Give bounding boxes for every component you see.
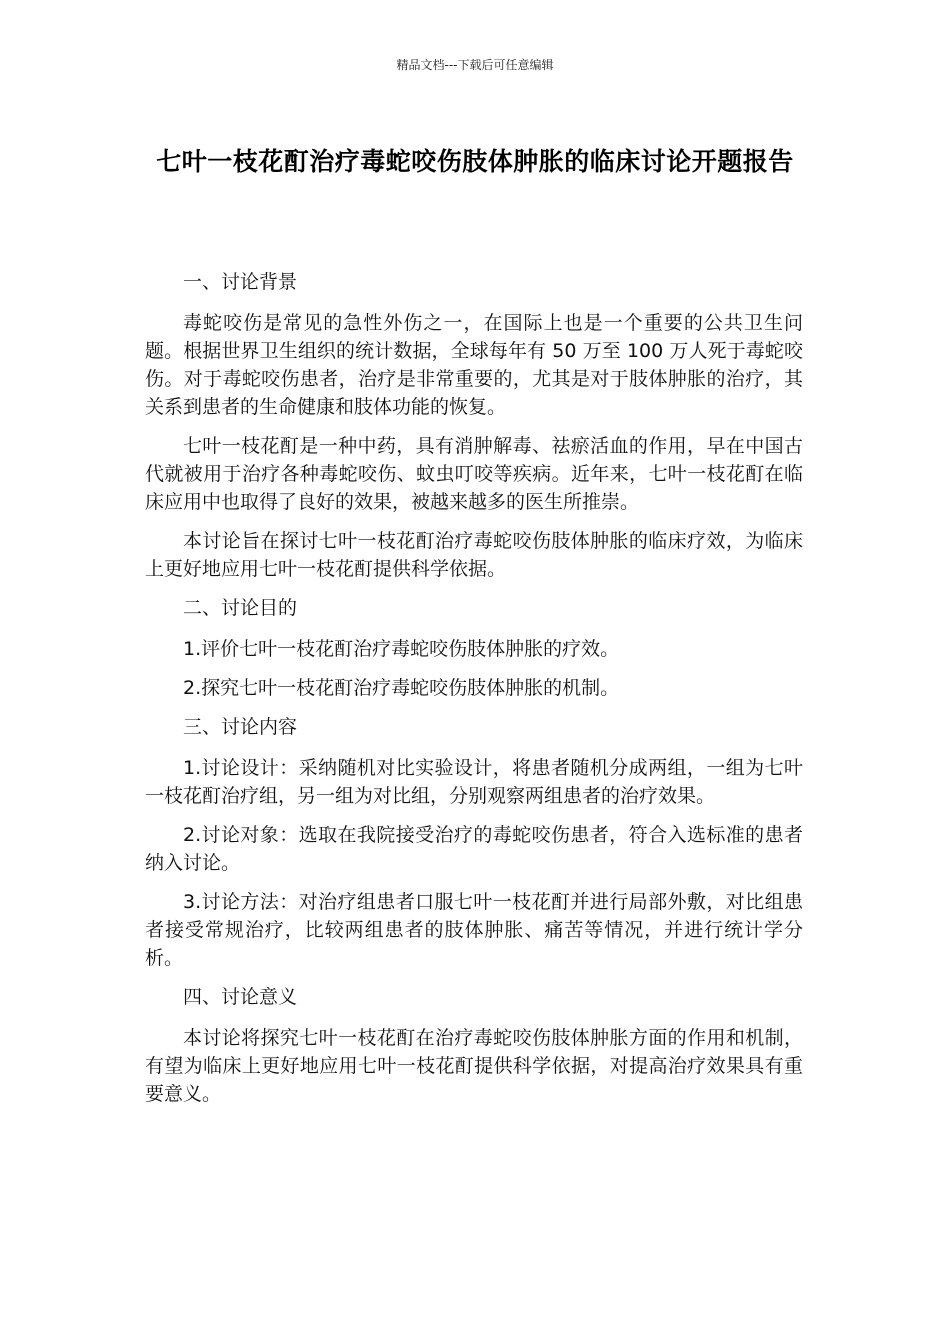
document-title: 七叶一枝花酊治疗毒蛇咬伤肢体肿胀的临床讨论开题报告 [156, 147, 794, 176]
section-heading-purpose: 二、讨论目的 [183, 597, 298, 619]
paragraph: 本讨论将探究七叶一枝花酊在治疗毒蛇咬伤肢体肿胀方面的作用和机制，有望为临床上更好地应用七叶一枝花酊提供科学依据，对提高治疗效果具有重要意义。 [145, 1027, 803, 1105]
list-item: 2.探究七叶一枝花酊治疗毒蛇咬伤肢体肿胀的机制。 [183, 677, 620, 699]
document-body [145, 268, 803, 1119]
paragraph: 1.讨论设计：采纳随机对比实验设计，将患者随机分成两组，一组为七叶一枝花酊治疗组，另一组为对比组，分别观察两组患者的治疗效果。 [145, 757, 803, 807]
section-heading-background: 一、讨论背景 [183, 271, 298, 293]
paragraph: 七叶一枝花酊是一种中药，具有消肿解毒、祛瘀活血的作用，早在中国古代就被用于治疗各种毒蛇咬伤、蚊虫叮咬等疾病。近年来，七叶一枝花酊在临床应用中也取得了良好的效果，被越来越多的医生所推崇。 [145, 435, 803, 513]
section-heading-content: 三、讨论内容 [183, 716, 298, 738]
paragraph: 毒蛇咬伤是常见的急性外伤之一，在国际上也是一个重要的公共卫生问题。根据世界卫生组织的统计数据，全球每年有 50 万至 100 万人死于毒蛇咬伤。对于毒蛇咬伤患者，治疗是非常重要的，尤其是对于肢体肿胀的治疗，其关系到患者的生命健康和肢体功能的恢复。 [145, 312, 803, 418]
list-item: 1.评价七叶一枝花酊治疗毒蛇咬伤肢体肿胀的疗效。 [183, 638, 620, 660]
paragraph: 本讨论旨在探讨七叶一枝花酊治疗毒蛇咬伤肢体肿胀的临床疗效，为临床上更好地应用七叶一枝花酊提供科学依据。 [145, 530, 803, 580]
page-header-note: 精品文档---下载后可任意编辑 [396, 58, 554, 72]
paragraph: 2.讨论对象：选取在我院接受治疗的毒蛇咬伤患者，符合入选标准的患者纳入讨论。 [145, 824, 803, 874]
paragraph: 3.讨论方法：对治疗组患者口服七叶一枝花酊并进行局部外敷，对比组患者接受常规治疗，比较两组患者的肢体肿胀、痛苦等情况，并进行统计学分析。 [145, 891, 803, 969]
section-heading-significance: 四、讨论意义 [183, 986, 298, 1008]
